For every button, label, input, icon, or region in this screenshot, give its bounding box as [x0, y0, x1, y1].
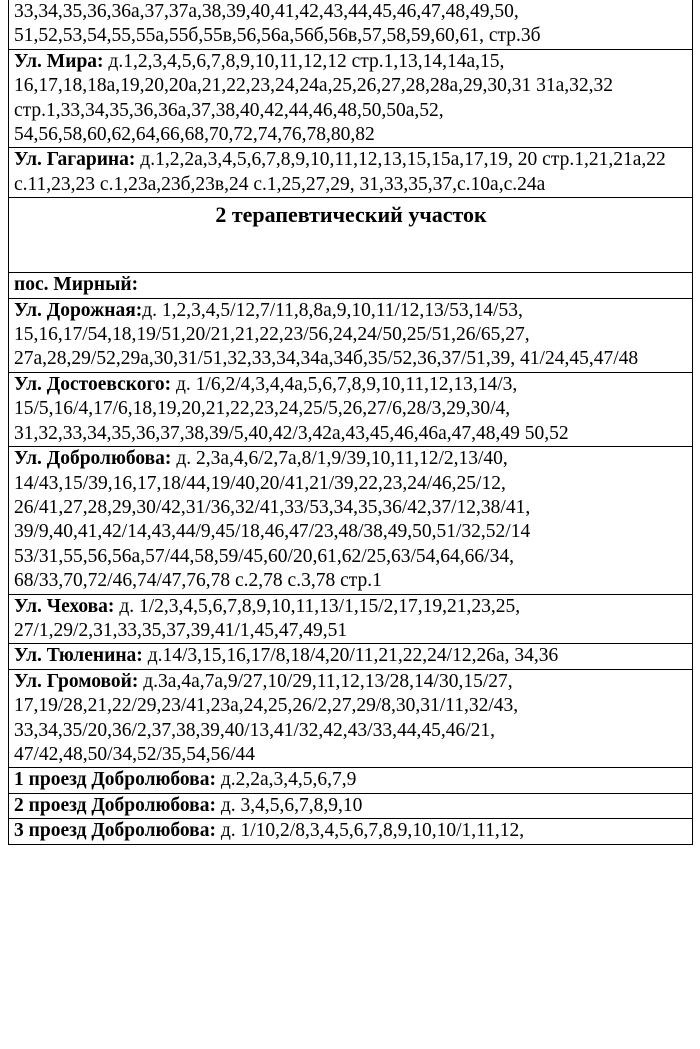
street-name: Ул. Чехова: — [14, 595, 115, 617]
table-row — [9, 594, 693, 644]
section-title: 2 терапевтический участок — [9, 198, 693, 273]
street-name: 2 проезд Добролюбова: — [14, 794, 216, 816]
table-row — [9, 768, 693, 793]
address-cell — [9, 0, 693, 49]
street-name: Ул. Дорожная: — [14, 299, 143, 321]
house-numbers: д. 3,4,5,6,7,8,9,10 — [215, 794, 363, 816]
house-numbers: д. 1,2,3,4,5/12,7/11,8,8а,9,10,11/12,13/53,14/53, 15,16,17/54,18,19/51,20/21,21,22,23/56,24,24/50,25/51,26/65,27, 27а,28,29/52,29а,30,31/51,32,33,34,34а,34б,35/52,36,37/51,39, 41/24,45,47/48 — [14, 299, 639, 370]
address-cell — [9, 447, 693, 594]
table-row — [9, 447, 693, 594]
table-row — [9, 793, 693, 818]
address-cell — [9, 768, 693, 793]
house-numbers: 33,34,35,36,36а,37,37а,38,39,40,41,42,43,44,45,46,47,48,49,50, 51,52,53,54,55,55а,55б,55в,56,56а,56б,56в,57,58,59,60,61, стр.3б — [14, 1, 541, 47]
street-name: Ул. Достоевского: — [14, 373, 172, 395]
table-row — [9, 819, 693, 844]
table-row — [9, 298, 693, 372]
settlement-name: пос. Мирный: — [9, 273, 693, 298]
address-cell — [9, 148, 693, 198]
settlement-row — [9, 273, 693, 298]
house-numbers: д. 1/2,3,4,5,6,7,8,9,10,11,13/1,15/2,17,19,21,23,25, 27/1,29/2,31,33,35,37,39,41/1,45,47,49,51 — [14, 595, 521, 641]
table-row — [9, 644, 693, 669]
house-numbers: д.14/3,15,16,17/8,18/4,20/11,21,22,24/12,26а, 34,36 — [142, 645, 559, 667]
street-name: 3 проезд Добролюбова: — [14, 820, 216, 842]
table-row — [9, 372, 693, 446]
address-cell — [9, 819, 693, 844]
house-numbers: д.1,2,2а,3,4,5,6,7,8,9,10,11,12,13,15,15а,17,19, 20 стр.1,21,21а,22 с.11,23,23 с.1,23а,23б,23в,24 с.1,25,27,29, 31,33,35,37,с.10а,с.24а — [14, 149, 666, 195]
address-cell — [9, 49, 693, 148]
street-name: Ул. Добролюбова: — [14, 448, 172, 470]
address-cell — [9, 298, 693, 372]
table-row — [9, 669, 693, 768]
address-cell — [9, 793, 693, 818]
table-row — [9, 148, 693, 198]
section-header-row — [9, 198, 693, 273]
street-name: 1 проезд Добролюбова: — [14, 769, 216, 791]
address-cell — [9, 594, 693, 644]
table-row — [9, 49, 693, 148]
house-numbers: д. 2,3а,4,6/2,7а,8/1,9/39,10,11,12/2,13/40, 14/43,15/39,16,17,18/44,19/40,20/41,21/39,22,23,24/46,25/12, 26/41,27,28,29,30/42,31/36,32/41,33/53,34,35,36/42,37/12,38/41, 39/9,40,41,42/14,43,44/9,45/18,46,47/23,48/38,49,50,51/32,52/14 53/31,55,56,56а,57/44,58,59/45,60/20,61,62/25,63/54,64,66/34, 68/33,70,72/46,74/47,76,78 с.2,78 с.3,78 стр.1 — [14, 448, 531, 592]
street-name: Ул. Мира: — [14, 50, 104, 72]
house-numbers: д.3а,4а,7а,9/27,10/29,11,12,13/28,14/30,15/27, 17,19/28,21,22/29,23/41,23а,24,25,26/2,27,29/8,30,31/11,32/43, 33,34,35/20,36/2,37,38,39,40/13,41/32,42,43/33,44,45,46/21, 47/42,48,50/34,52/35,54,56/44 — [14, 670, 519, 765]
address-cell — [9, 372, 693, 446]
house-numbers: д.1,2,3,4,5,6,7,8,9,10,11,12,12 стр.1,13,14,14а,15, 16,17,18,18а,19,20,20а,21,22,23,24,24а,25,26,27,28,28а,29,30,31 31а,32,32 стр.1,33,34,35,36,36а,37,38,40,42,44,46,48,50,50а,52, 54,56,58,60,62,64,66,68,70,72,74,76,78,80,82 — [14, 50, 614, 146]
table-row — [9, 0, 693, 49]
address-cell — [9, 669, 693, 768]
address-cell — [9, 644, 693, 669]
street-name: Ул. Гагарина: — [14, 149, 136, 171]
house-numbers: д.2,2а,3,4,5,6,7,9 — [215, 769, 357, 791]
street-name: Ул. Громовой: — [14, 670, 139, 692]
house-numbers: д. 1/6,2/4,3,4,4а,5,6,7,8,9,10,11,12,13,14/3, 15/5,16/4,17/6,18,19,20,21,22,23,24,25/5,26,27/6,28/3,29,30/4, 31,32,33,34,35,36,37,38,39/5,40,42/3,42а,43,45,46,46а,47,48,49 50,52 — [14, 373, 569, 444]
street-name: Ул. Тюленина: — [14, 645, 143, 667]
address-table — [8, 0, 693, 845]
house-numbers: д. 1/10,2/8,3,4,5,6,7,8,9,10,10/1,11,12, — [215, 820, 525, 842]
